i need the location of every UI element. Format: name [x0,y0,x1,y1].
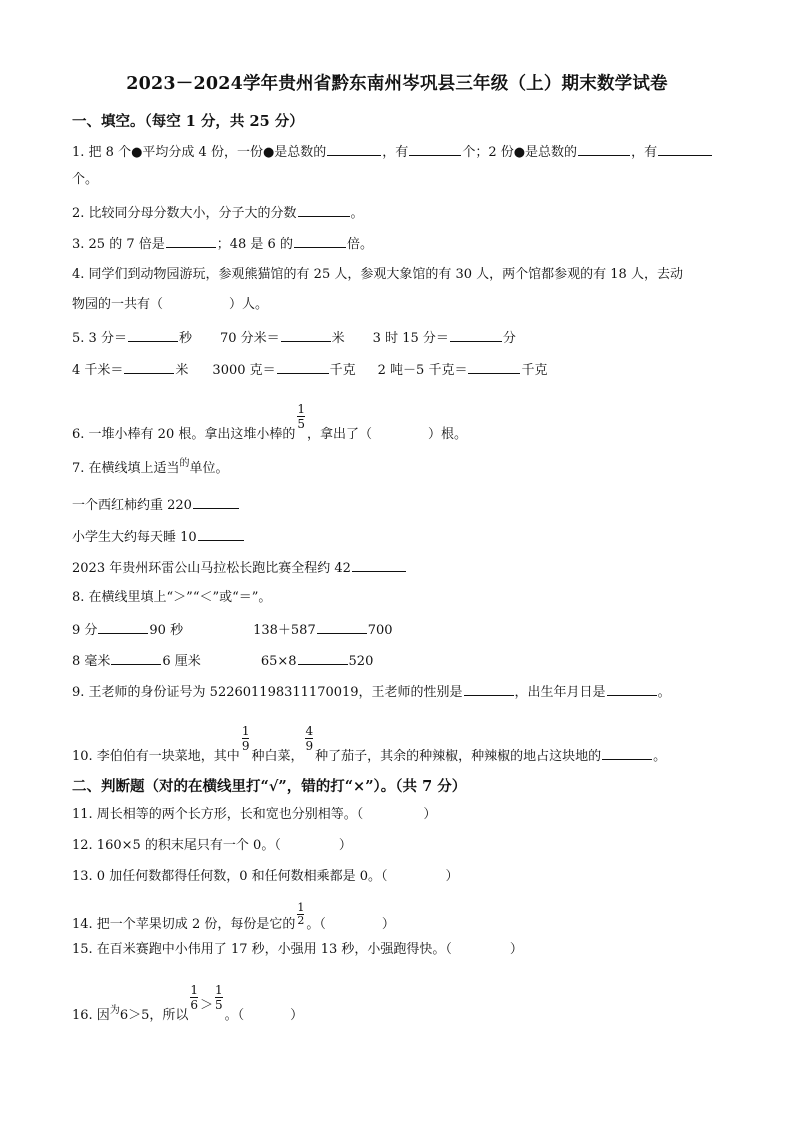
question-8-row2 [72,652,373,670]
answer-blank[interactable] [277,361,329,374]
fraction-numerator: 1 [297,402,305,416]
answer-blank[interactable] [281,329,331,342]
q8b-text-b: 6 厘米 [162,654,201,669]
fraction-denominator: 5 [215,998,223,1012]
q5b-text-b: 米 [175,363,189,378]
question-4-cont [72,297,268,313]
q1-text-c: 个；2 份●是总数的 [462,145,578,160]
answer-blank[interactable] [124,361,174,374]
answer-blank[interactable] [111,652,161,665]
fraction-one-fifth-b [215,983,223,1012]
fraction-numerator: 1 [241,724,250,738]
q13-text-a: 13. 0 加任何数都得任何数，0 和任何数相乘都是 0。（ [72,869,388,884]
answer-blank[interactable] [294,235,346,248]
q7-text-a: 7. 在横线填上适当 [72,461,180,476]
answer-blank[interactable] [298,652,348,665]
q11-text-b: ） [423,807,437,822]
q9-text-b: ，出生年月日是 [514,685,606,700]
q16-text-d: ） [290,1008,304,1023]
q12-text-a: 12. 160×5 的积末尾只有一个 0。（ [72,838,281,853]
q1-text-e: 个。 [72,172,99,187]
section-true-false-heading: 二、判断题（对的在横线里打“√”，错的打“×”）。（共 7 分） [72,778,467,795]
q1-text-d: ，有 [631,145,658,160]
q8b-text-c: 65×8 [260,654,297,669]
fraction-numerator: 4 [305,724,314,738]
question-2 [72,204,364,222]
answer-blank[interactable] [193,496,239,509]
q15-text-b: ） [509,942,523,957]
q4-text-a: 4. 同学们到动物园游玩，参观熊猫馆的有 25 人，参观大象馆的有 30 人，两个馆都参观的有 18 人，去动 [72,267,683,282]
fraction-numerator: 1 [215,983,223,997]
q15-text-a: 15. 在百米赛跑中小伟用了 17 秒，小强用 13 秒，小强跑得快。（ [72,942,452,957]
fraction-denominator: 9 [305,739,314,753]
q6-text-c: ）根。 [428,427,468,442]
fraction-denominator: 6 [190,998,198,1012]
q7-text-b: 单位。 [189,461,229,476]
q9-text-c: 。 [657,685,671,700]
q9-text-a: 9. 王老师的身份证号为 522601198311170019，王老师的性别是 [72,685,463,700]
fraction-denominator: 2 [297,914,305,927]
q1-text-b: ，有 [382,145,409,160]
q5-text-e: 3 时 15 分＝ [372,331,449,346]
q3-text-a: 3. 25 的 7 倍是 [72,237,165,252]
question-5-row2 [72,361,547,379]
question-8 [72,590,271,606]
answer-blank[interactable] [602,747,652,760]
q6-text-b: ，拿出了（ [306,427,372,442]
answer-blank[interactable] [450,329,502,342]
question-7 [72,458,229,478]
q16-text-b: 6＞5，所以 [119,1008,189,1023]
question-14 [72,901,395,937]
answer-blank[interactable] [298,204,350,217]
question-5 [72,329,516,347]
answer-blank[interactable] [578,143,630,156]
q8b-text-a: 8 毫米 [72,654,111,669]
question-12 [72,838,352,854]
q10-text-c: 种了茄子，其余的种辣椒，种辣椒的地占这块地的 [315,749,602,764]
q8b-text-d: 520 [348,654,374,669]
answer-blank[interactable] [98,621,148,634]
answer-blank[interactable] [658,143,712,156]
question-6 [72,402,468,449]
q8a-text-c: 138＋587 [253,623,316,638]
answer-blank[interactable] [317,621,367,634]
q7c-text: 2023 年贵州环雷公山马拉松长跑比赛全程约 42 [72,561,351,576]
question-1 [72,143,713,161]
q2-text-b: 。 [350,206,364,221]
fraction-one-half [297,902,304,927]
q16-text-a: 16. 因 [72,1008,110,1023]
q10-text-a: 10. 李伯伯有一块菜地，其中 [72,749,240,764]
answer-blank[interactable] [607,683,657,696]
question-15 [72,942,523,958]
q16-text-c: 。（ [224,1008,245,1023]
greater-than-sign: ＞ [200,998,214,1013]
fraction-one-ninth [242,724,250,753]
answer-blank[interactable] [409,143,461,156]
q5-text-a: 5. 3 分＝ [72,331,127,346]
question-4 [72,267,683,283]
q8-text: 8. 在横线里填上“＞”“＜”或“＝”。 [72,590,272,605]
q3-text-b: ；48 是 6 的 [216,237,293,252]
fraction-numerator: 1 [190,983,198,997]
question-10 [72,724,667,771]
q14-text-c: ） [381,917,395,932]
q5-text-b: 秒 [178,331,192,346]
answer-blank[interactable] [327,143,381,156]
q7b-text: 小学生大约每天睡 10 [72,530,197,545]
q1-text-a: 1. 把 8 个●平均分成 4 份，一份●是总数的 [72,145,327,160]
q5b-text-e: 2 吨－5 千克＝ [377,363,468,378]
question-16 [72,983,304,1030]
q14-text-b: 。（ [306,917,326,932]
q8a-text-d: 700 [367,623,393,638]
q5-text-c: 70 分米＝ [219,331,280,346]
answer-blank[interactable] [128,329,178,342]
q10-text-b: 种白菜， [251,749,304,764]
question-9 [72,683,671,701]
question-11 [72,807,436,823]
q4-text-c: ）人。 [229,297,269,312]
answer-blank[interactable] [464,683,514,696]
q6-text-a: 6. 一堆小棒有 20 根。拿出这堆小棒的 [72,427,296,442]
q5b-text-a: 4 千米＝ [72,363,124,378]
q11-text-a: 11. 周长相等的两个长方形，长和宽也分别相等。（ [72,807,364,822]
answer-blank[interactable] [166,235,216,248]
q5-text-f: 分 [502,331,516,346]
question-7c [72,559,407,577]
fraction-four-ninths [305,724,313,753]
exam-title: 2023－2024学年贵州省黔东南州岑巩县三年级（上）期末数学试卷 [126,74,668,94]
q8a-text-b: 90 秒 [149,623,184,638]
answer-blank[interactable] [352,559,406,572]
fraction-one-fifth [297,402,305,431]
fraction-numerator: 1 [297,901,305,914]
question-8-row1 [72,621,393,639]
question-1-cont [72,172,98,188]
fraction-denominator: 5 [297,417,305,431]
q12-text-b: ） [338,838,352,853]
q4-text-b: 物园的一共有（ [72,297,164,312]
q2-text-a: 2. 比较同分母分数大小，分子大的分数 [72,206,297,221]
q16-sup: 为 [109,1005,120,1016]
question-7b [72,528,245,546]
question-7a [72,496,240,514]
q5b-text-d: 千克 [329,363,356,378]
answer-blank[interactable] [468,361,520,374]
answer-blank[interactable] [198,528,244,541]
q5-text-d: 米 [331,331,345,346]
q14-text-a: 14. 把一个苹果切成 2 份，每份是它的 [72,917,296,932]
q5b-text-f: 千克 [521,363,548,378]
fraction-denominator: 9 [241,739,250,753]
section-fill-blank-heading: 一、填空。（每空 1 分，共 25 分） [72,113,304,130]
q5b-text-c: 3000 克＝ [212,363,276,378]
q7a-text: 一个西红柿约重 220 [72,498,192,513]
question-3 [72,235,373,253]
q7-sup: 的 [179,458,190,469]
q8a-text-a: 9 分 [72,623,98,638]
q10-text-e: 。 [653,749,667,764]
q3-text-c: 倍。 [346,237,373,252]
q13-text-b: ） [445,869,459,884]
question-13 [72,869,459,885]
fraction-one-sixth [190,983,198,1012]
